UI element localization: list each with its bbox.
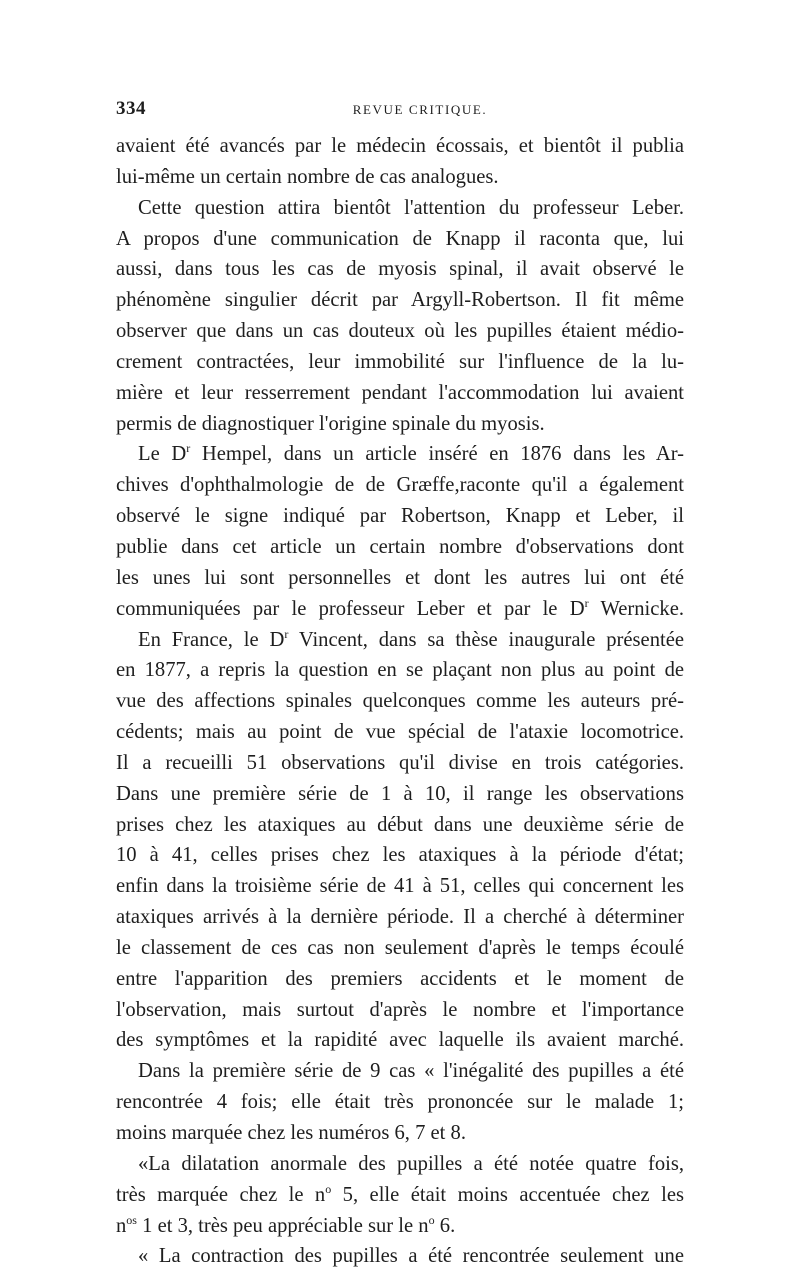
text-fragment: communiquées par le professeur Leber et par le [116,597,558,620]
text-line: moins marquée chez les numéros 6, 7 et 8. [116,1122,466,1144]
superscript: r [584,595,589,610]
text-line: prises chez les ataxiques au début dans une deuxième série de [116,813,684,836]
text-line [116,1180,684,1211]
text-line: l'observation, mais surtout d'après le nombre et l'importance [116,998,684,1021]
text-fragment: Hempel, dans un article inséré en 1876 dans les Ar- [201,443,684,466]
text-line: phénomène singulier décrit par Argyll-Robertson. Il fit même [116,289,684,312]
text-line: vue des affections spinales quelconques comme les auteurs pré- [116,690,684,713]
text-line: 10 à 41, celles prises chez les ataxiques à la période d'état; [116,844,684,867]
text-line: mière et leur resserrement pendant l'accommodation lui avaient [116,381,684,404]
text-line: crement contractées, leur immobilité sur l'influence de la lu- [116,350,684,373]
text-fragment: 5, elle était moins accentuée chez les [342,1183,684,1206]
text-line: «La dilatation anormale des pupilles a été notée quatre fois, [138,1152,684,1175]
superscript: o [428,1212,435,1227]
text-line: le classement de ces cas non seulement d'après le temps écoulé [116,936,684,959]
superscript: o [325,1181,332,1196]
text-line: publie dans cet article un certain nombre d'observations dont [116,535,684,558]
text-line: Cette question attira bientôt l'attention du professeur Leber. [138,196,684,219]
text-line: Dans une première série de 1 à 10, il range les observations [116,782,684,805]
text-fragment: 1 et 3, très peu appréciable sur le n [142,1214,429,1237]
doctor-abbrev: Le D [138,443,187,466]
body-text [116,131,684,1272]
text-line: En France, le $D^r$ Vincent, dans sa thèse inaugurale présentée [138,626,684,651]
text-fragment: 6. [439,1214,456,1237]
text-line: Dans la première série de 9 cas « l'inégalité des pupilles a été [138,1060,684,1083]
text-line: des symptômes et la rapidité avec laquelle ils avaient marché. [116,1029,684,1052]
superscript: r [284,626,289,641]
number-abbrev: n [116,1214,127,1237]
text-line: avaient été avancés par le médecin écossais, et bientôt il publia [116,135,684,157]
text-line: enfin dans la troisième série de 41 à 51, celles qui concernent les [116,875,684,898]
text-line: lui-même un certain nombre de cas analogues. [116,165,499,188]
text-line: observé le signe indiqué par Robertson, Knapp et Leber, il [116,505,684,528]
text-line [116,1211,684,1242]
text-line: entre l'apparition des premiers accidents et le moment de [116,967,684,990]
text-line: A propos d'une communication de Knapp il raconta que, lui [116,227,684,250]
running-head [116,98,684,124]
text-line: Il a recueilli 51 observations qu'il divise en trois catégories. [116,751,684,774]
journal-title: REVUE CRITIQUE. [352,102,488,117]
text-fragment: En France, le [138,628,259,651]
text-fragment: Wernicke. [600,597,684,620]
text-line: rencontrée 4 fois; elle était très prononcée sur le malade 1; [116,1091,684,1114]
text-line: aussi, dans tous les cas de myosis spinal, il avait observé le [116,258,684,281]
superscript: r [186,441,191,456]
text-line: communiquées par le professeur Leber et par le $D^r$ Wernicke. [116,595,684,620]
text-line: « La contraction des pupilles a été rencontrée seulement une [138,1245,684,1268]
text-fragment: Vincent, dans sa thèse inaugurale présentée [298,628,684,651]
text-line: ataxiques arrivés à la dernière période. Il a cherché à déterminer [116,906,684,929]
text-fragment: très marquée chez le n [116,1183,326,1206]
text-line: les unes lui sont personnelles et dont les autres lui ont été [116,566,684,589]
text-line [116,439,684,470]
text-line: permis de diagnostiquer l'origine spinale du myosis. [116,412,545,435]
text-line: cédents; mais au point de vue spécial de l'ataxie locomotrice. [116,721,684,744]
superscript: os [126,1212,137,1227]
text-line: chives d'ophthalmologie de de Græffe,raconte qu'il a également [116,474,684,497]
text-line: en 1877, a repris la question en se plaçant non plus au point de [116,659,684,682]
text-line: observer que dans un cas douteux où les pupilles étaient médio- [116,320,684,343]
page-number: 334 [116,98,146,119]
